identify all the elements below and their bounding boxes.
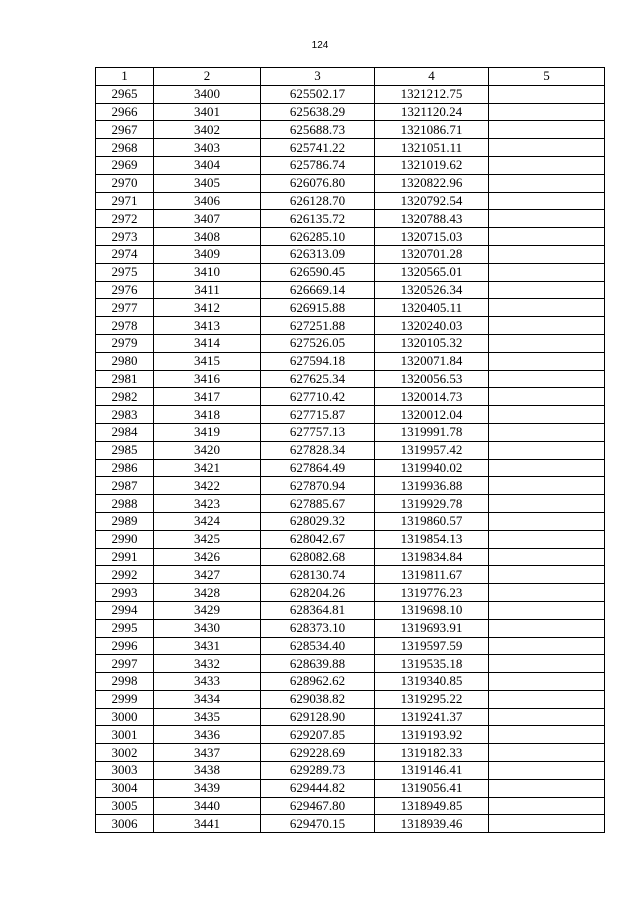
table-cell: 1318949.85 [375, 797, 489, 815]
table-cell: 629470.15 [261, 815, 375, 833]
table-row [96, 459, 605, 477]
table-cell: 1321051.11 [375, 139, 489, 157]
table-row [96, 673, 605, 691]
table-cell: 3419 [154, 423, 261, 441]
table-cell: 3411 [154, 281, 261, 299]
table-cell: 1320014.73 [375, 388, 489, 406]
table-cell: 2994 [96, 601, 154, 619]
table-cell: 1319854.13 [375, 530, 489, 548]
table-cell [489, 103, 605, 121]
table-cell: 1321086.71 [375, 121, 489, 139]
table-cell: 3405 [154, 174, 261, 192]
table-cell: 1321212.75 [375, 85, 489, 103]
table-cell: 1320822.96 [375, 174, 489, 192]
table-cell: 1319936.88 [375, 477, 489, 495]
table-cell: 3431 [154, 637, 261, 655]
table-cell: 3437 [154, 744, 261, 762]
table-cell: 3429 [154, 601, 261, 619]
table-cell: 2977 [96, 299, 154, 317]
table-row [96, 566, 605, 584]
table-cell [489, 121, 605, 139]
table-cell: 3430 [154, 619, 261, 637]
table-cell: 3428 [154, 584, 261, 602]
table-cell: 3426 [154, 548, 261, 566]
table-cell: 3436 [154, 726, 261, 744]
table-row [96, 619, 605, 637]
table-row [96, 139, 605, 157]
table-cell: 1319056.41 [375, 779, 489, 797]
table-row [96, 601, 605, 619]
table-row [96, 815, 605, 833]
table-cell: 2987 [96, 477, 154, 495]
table-cell: 3424 [154, 512, 261, 530]
table-cell: 1319535.18 [375, 655, 489, 673]
table-cell: 3006 [96, 815, 154, 833]
table-row [96, 370, 605, 388]
table-cell: 2985 [96, 441, 154, 459]
table-row [96, 726, 605, 744]
table-cell [489, 477, 605, 495]
table-cell: 627885.67 [261, 495, 375, 513]
table-cell [489, 637, 605, 655]
table-row [96, 779, 605, 797]
table-cell [489, 762, 605, 780]
table-cell: 627526.05 [261, 334, 375, 352]
table-cell: 3413 [154, 317, 261, 335]
table-cell: 1319991.78 [375, 423, 489, 441]
table-cell: 1320240.03 [375, 317, 489, 335]
table-cell: 2969 [96, 156, 154, 174]
table-cell: 1319860.57 [375, 512, 489, 530]
table-cell [489, 726, 605, 744]
table-cell: 1320788.43 [375, 210, 489, 228]
table-cell: 3418 [154, 406, 261, 424]
table-cell: 1320526.34 [375, 281, 489, 299]
table-row [96, 210, 605, 228]
table-cell [489, 370, 605, 388]
table-cell: 1319340.85 [375, 673, 489, 691]
table-cell: 1319295.22 [375, 690, 489, 708]
table-cell: 3415 [154, 352, 261, 370]
table-cell [489, 548, 605, 566]
table-cell: 2966 [96, 103, 154, 121]
table-cell: 1319940.02 [375, 459, 489, 477]
table-cell: 2983 [96, 406, 154, 424]
table-cell: 626313.09 [261, 245, 375, 263]
table-cell: 3441 [154, 815, 261, 833]
table-cell: 3407 [154, 210, 261, 228]
table-row [96, 512, 605, 530]
table-cell [489, 281, 605, 299]
table-cell: 625786.74 [261, 156, 375, 174]
table-row [96, 85, 605, 103]
table-cell [489, 779, 605, 797]
table-row [96, 441, 605, 459]
table-cell: 1321019.62 [375, 156, 489, 174]
table-cell: 628534.40 [261, 637, 375, 655]
table-cell: 3412 [154, 299, 261, 317]
table-cell: 3401 [154, 103, 261, 121]
table-cell: 625502.17 [261, 85, 375, 103]
table-cell: 3402 [154, 121, 261, 139]
table-row [96, 103, 605, 121]
table-cell: 1319834.84 [375, 548, 489, 566]
table-row [96, 156, 605, 174]
table-cell [489, 156, 605, 174]
table-cell: 1321120.24 [375, 103, 489, 121]
table-cell [489, 673, 605, 691]
table-cell: 3435 [154, 708, 261, 726]
table-cell: 3400 [154, 85, 261, 103]
table-cell: 626128.70 [261, 192, 375, 210]
table-cell [489, 690, 605, 708]
table-cell: 2989 [96, 512, 154, 530]
table-cell: 625638.29 [261, 103, 375, 121]
table-cell: 1319146.41 [375, 762, 489, 780]
table-cell: 2978 [96, 317, 154, 335]
table-cell: 625688.73 [261, 121, 375, 139]
table-cell [489, 512, 605, 530]
table-cell: 628962.62 [261, 673, 375, 691]
table-cell: 629207.85 [261, 726, 375, 744]
table-cell: 3005 [96, 797, 154, 815]
table-cell: 2998 [96, 673, 154, 691]
table-cell [489, 655, 605, 673]
table-row [96, 530, 605, 548]
table-cell [489, 85, 605, 103]
table-cell: 2990 [96, 530, 154, 548]
table-row [96, 334, 605, 352]
table-cell: 3408 [154, 228, 261, 246]
table-cell: 3410 [154, 263, 261, 281]
table-cell: 628082.68 [261, 548, 375, 566]
table-cell: 2982 [96, 388, 154, 406]
table-cell [489, 210, 605, 228]
table-cell: 626285.10 [261, 228, 375, 246]
table-cell: 1320056.53 [375, 370, 489, 388]
table-cell: 3000 [96, 708, 154, 726]
table-cell: 628364.81 [261, 601, 375, 619]
table-cell [489, 406, 605, 424]
table-cell: 3440 [154, 797, 261, 815]
table-cell: 3434 [154, 690, 261, 708]
table-cell: 629467.80 [261, 797, 375, 815]
table-cell: 3409 [154, 245, 261, 263]
table-cell: 627715.87 [261, 406, 375, 424]
table-cell: 3004 [96, 779, 154, 797]
table-cell: 628204.26 [261, 584, 375, 602]
column-header: 1 [96, 68, 154, 86]
table-cell [489, 245, 605, 263]
table-row [96, 388, 605, 406]
table-cell [489, 495, 605, 513]
table-cell [489, 566, 605, 584]
table-cell [489, 317, 605, 335]
table-cell: 1319241.37 [375, 708, 489, 726]
table-cell [489, 441, 605, 459]
table-cell: 2980 [96, 352, 154, 370]
column-header: 2 [154, 68, 261, 86]
table-cell: 1319182.33 [375, 744, 489, 762]
table-cell: 628029.32 [261, 512, 375, 530]
table-row [96, 637, 605, 655]
table-body [96, 85, 605, 832]
table-row [96, 121, 605, 139]
table-cell: 3422 [154, 477, 261, 495]
table-cell: 629038.82 [261, 690, 375, 708]
table-cell: 2973 [96, 228, 154, 246]
table-cell: 1320405.11 [375, 299, 489, 317]
table-cell [489, 619, 605, 637]
table-cell: 3417 [154, 388, 261, 406]
table-cell: 2971 [96, 192, 154, 210]
table-cell [489, 797, 605, 815]
table-row [96, 548, 605, 566]
table-cell: 2993 [96, 584, 154, 602]
table-cell: 1320701.28 [375, 245, 489, 263]
table-cell: 1319811.67 [375, 566, 489, 584]
table-row [96, 406, 605, 424]
table-cell: 626669.14 [261, 281, 375, 299]
table-cell [489, 744, 605, 762]
table-cell: 1319698.10 [375, 601, 489, 619]
table-row [96, 797, 605, 815]
table-cell [489, 139, 605, 157]
table-cell: 3420 [154, 441, 261, 459]
table-cell: 625741.22 [261, 139, 375, 157]
table-row [96, 263, 605, 281]
table-row [96, 495, 605, 513]
column-header: 3 [261, 68, 375, 86]
column-header: 4 [375, 68, 489, 86]
table-row [96, 423, 605, 441]
table-cell [489, 530, 605, 548]
table-cell [489, 584, 605, 602]
table-cell: 627625.34 [261, 370, 375, 388]
table-cell [489, 263, 605, 281]
table-cell [489, 352, 605, 370]
table-cell: 2992 [96, 566, 154, 584]
table-cell: 2997 [96, 655, 154, 673]
table-cell: 628639.88 [261, 655, 375, 673]
table-cell: 3404 [154, 156, 261, 174]
table-cell: 628130.74 [261, 566, 375, 584]
table-cell: 3425 [154, 530, 261, 548]
table-cell: 2967 [96, 121, 154, 139]
table-cell: 626076.80 [261, 174, 375, 192]
table-cell: 2974 [96, 245, 154, 263]
table-cell: 1320792.54 [375, 192, 489, 210]
table-row [96, 352, 605, 370]
column-header: 5 [489, 68, 605, 86]
table-cell: 3423 [154, 495, 261, 513]
table-cell: 627828.34 [261, 441, 375, 459]
table-cell: 628042.67 [261, 530, 375, 548]
table-cell: 1319776.23 [375, 584, 489, 602]
table-cell: 3427 [154, 566, 261, 584]
coordinates-table [95, 67, 605, 833]
table-cell: 1320071.84 [375, 352, 489, 370]
table-cell [489, 299, 605, 317]
page-number: 124 [311, 40, 329, 51]
table-cell: 2968 [96, 139, 154, 157]
table-cell [489, 423, 605, 441]
table-cell: 1319929.78 [375, 495, 489, 513]
table-cell [489, 459, 605, 477]
table-cell: 2972 [96, 210, 154, 228]
table-row [96, 299, 605, 317]
table-row [96, 744, 605, 762]
table-cell: 2965 [96, 85, 154, 103]
table-cell: 3002 [96, 744, 154, 762]
table-cell: 627757.13 [261, 423, 375, 441]
table-cell: 629289.73 [261, 762, 375, 780]
table-cell [489, 228, 605, 246]
table-cell: 629444.82 [261, 779, 375, 797]
table-cell: 627251.88 [261, 317, 375, 335]
table-cell: 2988 [96, 495, 154, 513]
table-row [96, 228, 605, 246]
table-cell: 2970 [96, 174, 154, 192]
table-row [96, 584, 605, 602]
table-cell: 628373.10 [261, 619, 375, 637]
table-cell: 3421 [154, 459, 261, 477]
table-cell: 627864.49 [261, 459, 375, 477]
table-cell: 1319597.59 [375, 637, 489, 655]
table-row [96, 655, 605, 673]
table-cell: 2991 [96, 548, 154, 566]
table-row [96, 762, 605, 780]
table-cell: 3414 [154, 334, 261, 352]
table-cell [489, 708, 605, 726]
table-cell: 3416 [154, 370, 261, 388]
table-cell: 626135.72 [261, 210, 375, 228]
table-cell: 1319693.91 [375, 619, 489, 637]
table-cell: 3406 [154, 192, 261, 210]
table-row [96, 317, 605, 335]
table-cell: 2976 [96, 281, 154, 299]
table-cell: 3432 [154, 655, 261, 673]
table-cell [489, 388, 605, 406]
table-cell: 2986 [96, 459, 154, 477]
table-header-row [96, 68, 605, 86]
table-cell: 1320012.04 [375, 406, 489, 424]
table-row [96, 690, 605, 708]
table-cell: 2975 [96, 263, 154, 281]
table-cell [489, 192, 605, 210]
table-cell: 626590.45 [261, 263, 375, 281]
table-cell: 2999 [96, 690, 154, 708]
table-cell: 1319957.42 [375, 441, 489, 459]
table-cell: 3001 [96, 726, 154, 744]
table-cell [489, 815, 605, 833]
table-cell [489, 174, 605, 192]
table-cell: 2996 [96, 637, 154, 655]
table-cell: 2995 [96, 619, 154, 637]
table-cell: 1319193.92 [375, 726, 489, 744]
table-row [96, 281, 605, 299]
table-cell: 3439 [154, 779, 261, 797]
table-cell: 626915.88 [261, 299, 375, 317]
table-cell: 3003 [96, 762, 154, 780]
table-cell: 627710.42 [261, 388, 375, 406]
table-cell: 2979 [96, 334, 154, 352]
table-cell: 627870.94 [261, 477, 375, 495]
table-cell: 629228.69 [261, 744, 375, 762]
table-cell: 3433 [154, 673, 261, 691]
table-row [96, 245, 605, 263]
table-cell [489, 334, 605, 352]
table-cell: 1320565.01 [375, 263, 489, 281]
table-row [96, 192, 605, 210]
table-cell: 629128.90 [261, 708, 375, 726]
table-cell: 2981 [96, 370, 154, 388]
table-cell: 3438 [154, 762, 261, 780]
table-cell: 627594.18 [261, 352, 375, 370]
table-cell: 1320715.03 [375, 228, 489, 246]
table-cell [489, 601, 605, 619]
table-row [96, 477, 605, 495]
table-cell: 3403 [154, 139, 261, 157]
table-cell: 1320105.32 [375, 334, 489, 352]
table-row [96, 708, 605, 726]
table-row [96, 174, 605, 192]
table-cell: 2984 [96, 423, 154, 441]
table-cell: 1318939.46 [375, 815, 489, 833]
